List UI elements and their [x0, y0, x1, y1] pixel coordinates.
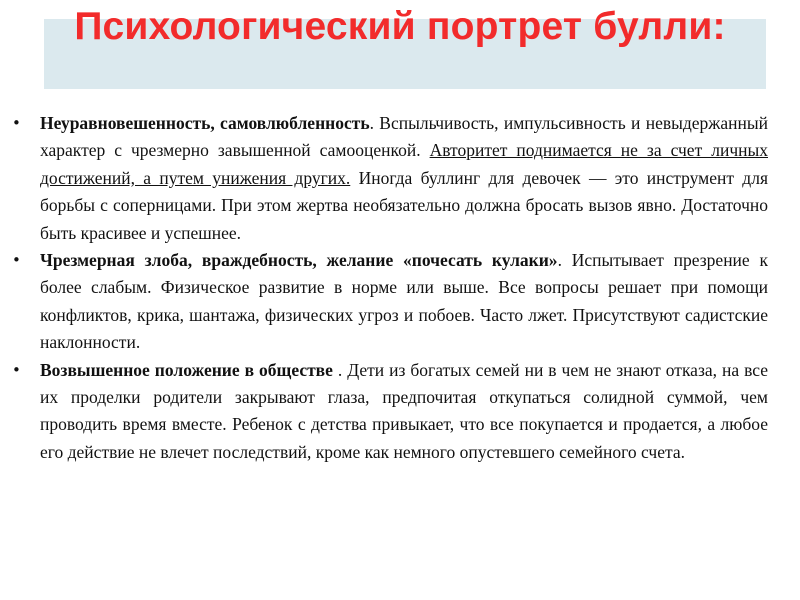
bullet-list — [10, 110, 768, 466]
bullet-icon: • — [12, 251, 21, 270]
bullet-text: . Дети из богатых семей ни в чем не знают отказа, на все их проделки родители закрывают глаза, предпочитая откупаться солидной суммой, чем проводить время вместе. Ребенок с детства привыкает, что все покупается и продается, а любое его действие не влечет последствий, кроме как немного опустевшего семейного счета. — [40, 359, 768, 462]
slide-title: Психологический портрет булли: — [74, 5, 726, 48]
bullet-icon: • — [12, 114, 21, 132]
bullet-underlined-text: Авторитет поднимается не за счет личных достижений, а путем унижения других. — [40, 140, 768, 188]
bullet-item-1 — [10, 110, 768, 247]
bullet-heading: Чрезмерная злоба, враждебность, желание «почесать кулаки» — [40, 250, 558, 271]
bullet-heading: Неуравновешенность, самовлюбленность — [40, 113, 370, 133]
bullet-heading: Возвышенное положение в обществе — [40, 359, 333, 380]
bullet-text: . Вспыльчивость, импульсивность и невыдержанный характер с чрезмерно завышенной самооценкой. — [40, 113, 768, 161]
bullet-item-2 — [10, 247, 768, 357]
bullet-item-3 — [10, 357, 768, 467]
bullet-icon: • — [12, 360, 21, 379]
bullet-text: Иногда буллинг для девочек — это инструмент для борьбы с соперницами. При этом жертва необязательно должна бросать вызов явно. Достаточно быть красивее и успешнее. — [40, 167, 768, 243]
bullet-text: . Испытывает презрение к более слабым. Физическое развитие в норме или выше. Все вопросы решает при помощи конфликтов, крика, шантажа, физических угроз и побоев. Часто лжет. Присутствуют садистские наклонности. — [40, 250, 768, 353]
